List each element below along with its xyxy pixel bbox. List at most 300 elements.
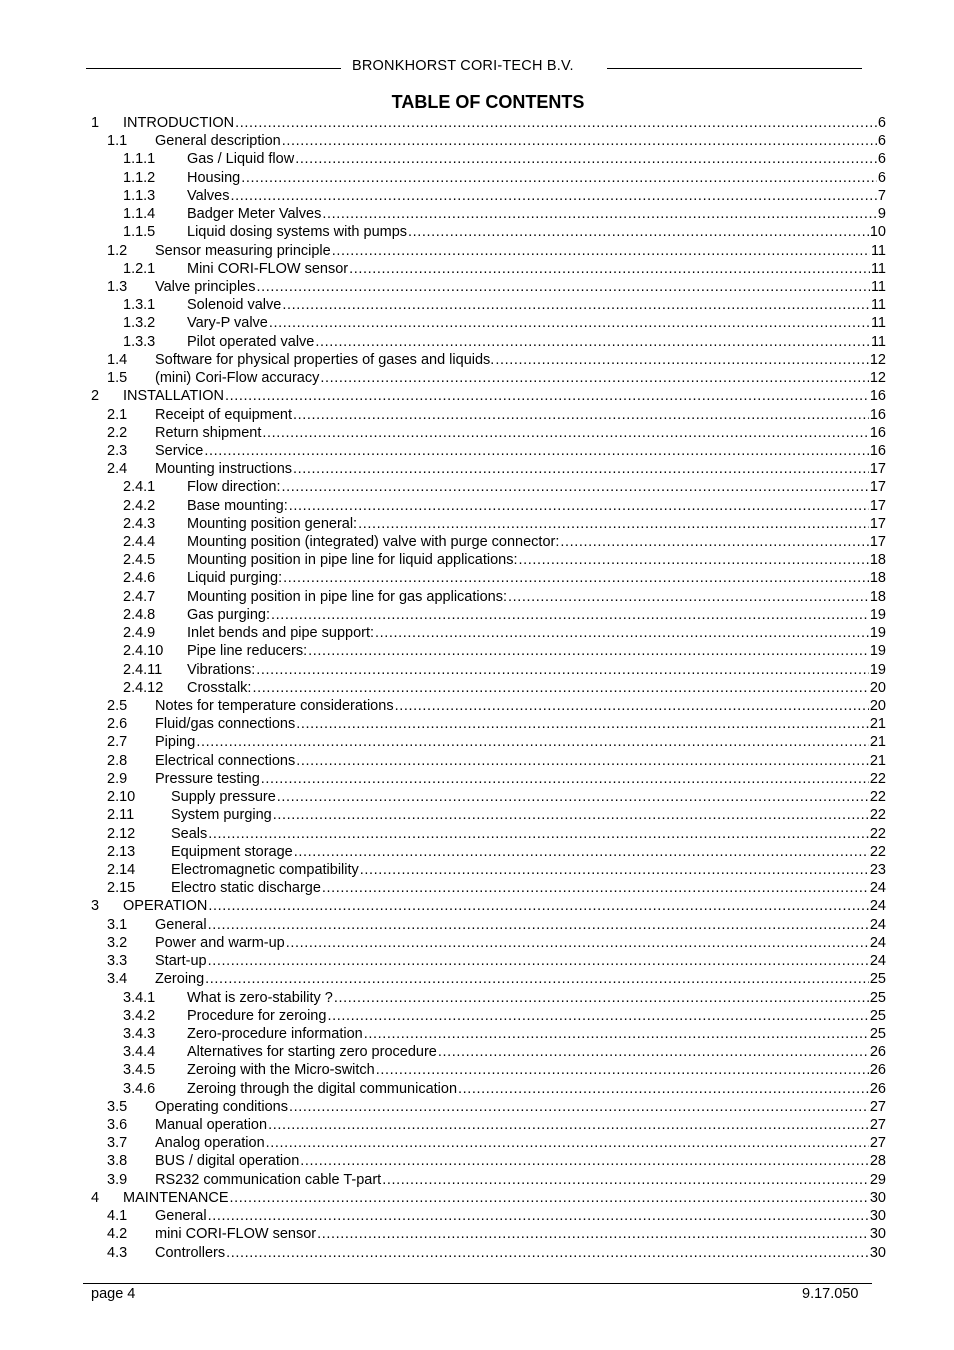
toc-entry-leader	[187, 478, 886, 496]
toc-entry-page: 16	[869, 442, 886, 459]
toc-entry-page: 12	[869, 370, 886, 387]
toc-entry-page: 28	[869, 1153, 886, 1170]
toc-entry-page: 9	[877, 206, 886, 223]
toc-entry-title: Piping	[155, 734, 196, 751]
toc-entry-number: 3.4.6	[123, 1080, 156, 1097]
toc-entry-title: Mounting position in pipe line for liquid applications:	[187, 552, 518, 569]
toc-entry-number: 3.4.4	[123, 1044, 156, 1061]
toc-entry-number: 2.4	[107, 461, 128, 478]
toc-entry-number: 1.3.1	[123, 297, 156, 314]
toc-entry-leader	[187, 569, 886, 587]
toc-entry-page: 6	[877, 133, 886, 150]
dot-leader	[518, 551, 868, 569]
toc-entry-title: INSTALLATION	[123, 388, 224, 405]
toc-entry-leader	[171, 825, 886, 843]
toc-entry-leader	[155, 406, 886, 424]
dot-leader	[241, 169, 877, 187]
toc-entry-page: 19	[869, 661, 886, 678]
toc-entry-number: 1.1.5	[123, 224, 156, 241]
toc-entry-title: (mini) Cori-Flow accuracy	[155, 370, 320, 387]
dot-leader	[320, 369, 869, 387]
toc-entry-title: Fluid/gas connections	[155, 716, 296, 733]
dot-leader	[322, 205, 877, 223]
toc-entry[interactable]	[91, 150, 886, 168]
toc-entry-title: Zeroing with the Micro-switch	[187, 1062, 375, 1079]
toc-entry-number: 2.10	[107, 789, 136, 806]
toc-entry[interactable]	[91, 588, 886, 606]
toc-entry-title: Liquid purging:	[187, 570, 283, 587]
toc-entry[interactable]	[91, 223, 886, 241]
toc-entry-leader	[187, 223, 886, 241]
toc-entry-leader	[187, 169, 886, 187]
toc-entry[interactable]	[91, 478, 886, 496]
toc-entry-number: 3	[91, 898, 100, 915]
dot-leader	[281, 478, 868, 496]
toc-entry-page: 18	[869, 552, 886, 569]
toc-entry-leader	[187, 661, 886, 679]
toc-entry-page: 22	[869, 807, 886, 824]
toc-entry[interactable]	[91, 752, 886, 770]
toc-entry-number: 2.4.4	[123, 534, 156, 551]
dot-leader	[293, 406, 869, 424]
toc-entry-title: General description	[155, 133, 281, 150]
toc-entry-number: 1.1.4	[123, 206, 156, 223]
toc-entry[interactable]	[91, 533, 886, 551]
toc-entry-title: Controllers	[155, 1244, 226, 1261]
toc-entry-title: Electrical connections	[155, 752, 296, 769]
toc-entry-number: 2.4.10	[123, 643, 164, 660]
toc-entry[interactable]	[91, 333, 886, 351]
toc-entry[interactable]	[91, 916, 886, 934]
toc-entry[interactable]	[91, 661, 886, 679]
toc-entry-leader	[187, 1080, 886, 1098]
toc-entry[interactable]	[91, 296, 886, 314]
dot-leader	[317, 1225, 869, 1243]
toc-entry-leader	[187, 1043, 886, 1061]
toc-entry-title: Solenoid valve	[187, 297, 282, 314]
dot-leader	[252, 679, 868, 697]
toc-entry[interactable]	[91, 114, 886, 132]
dot-leader	[262, 424, 868, 442]
dot-leader	[295, 150, 877, 168]
toc-entry-leader	[187, 187, 886, 205]
toc-entry-leader	[155, 442, 886, 460]
toc-entry-page: 24	[869, 934, 886, 951]
toc-entry[interactable]	[91, 187, 886, 205]
toc-entry-leader	[155, 460, 886, 478]
toc-entry-title: Vibrations:	[187, 661, 256, 678]
toc-entry-number: 3.8	[107, 1153, 128, 1170]
toc-entry-title: Equipment storage	[171, 843, 293, 860]
toc-entry-number: 2.15	[107, 880, 136, 897]
toc-entry-title: Zeroing	[155, 971, 205, 988]
toc-entry[interactable]	[91, 515, 886, 533]
toc-entry[interactable]	[91, 1025, 886, 1043]
toc-entry-title: General	[155, 1208, 207, 1225]
toc-entry-number: 3.4.1	[123, 989, 156, 1006]
toc-entry[interactable]	[91, 897, 886, 915]
dot-leader	[271, 606, 869, 624]
toc-entry-page: 11	[870, 333, 886, 350]
toc-entry-title: Analog operation	[155, 1135, 265, 1152]
toc-entry[interactable]	[91, 1098, 886, 1116]
toc-entry-number: 4.2	[107, 1226, 128, 1243]
toc-entry-leader	[155, 424, 886, 442]
toc-entry-leader	[187, 1061, 886, 1079]
toc-entry-title: Mini CORI-FLOW sensor	[187, 260, 349, 277]
toc-entry-title: Mounting position general:	[187, 515, 358, 532]
toc-entry[interactable]	[91, 624, 886, 642]
toc-entry-leader	[155, 1116, 886, 1134]
toc-entry[interactable]	[91, 1061, 886, 1079]
toc-entry[interactable]	[91, 369, 886, 387]
dot-leader	[273, 806, 869, 824]
toc-entry[interactable]	[91, 770, 886, 788]
toc-entry-title: Mounting position (integrated) valve with purge connector:	[187, 534, 560, 551]
toc-entry[interactable]	[91, 169, 886, 187]
toc-entry[interactable]	[91, 952, 886, 970]
toc-entry-page: 19	[869, 625, 886, 642]
toc-entry-leader	[155, 916, 886, 934]
dot-leader	[438, 1043, 869, 1061]
toc-entry-leader	[187, 533, 886, 551]
toc-entry-leader	[187, 588, 886, 606]
toc-entry-leader	[187, 624, 886, 642]
toc-entry[interactable]	[91, 442, 886, 460]
toc-entry-leader	[155, 934, 886, 952]
toc-entry[interactable]	[91, 806, 886, 824]
dot-leader	[196, 733, 869, 751]
dot-leader	[315, 333, 870, 351]
toc-entry-page: 20	[869, 698, 886, 714]
toc-entry[interactable]	[91, 879, 886, 897]
toc-entry[interactable]	[91, 697, 886, 715]
toc-entry-leader	[155, 752, 886, 770]
toc-entry-leader	[171, 806, 886, 824]
toc-entry-leader	[187, 515, 886, 533]
toc-entry[interactable]	[91, 551, 886, 569]
toc-entry[interactable]	[91, 460, 886, 478]
toc-entry-leader	[123, 897, 886, 915]
toc-entry[interactable]	[91, 314, 886, 332]
toc-entry-title: OPERATION	[123, 898, 208, 915]
toc-entry-leader	[155, 351, 886, 369]
toc-entry-title: Receipt of equipment	[155, 406, 293, 423]
toc-entry-number: 3.4.5	[123, 1062, 156, 1079]
toc-entry[interactable]	[91, 387, 886, 405]
toc-entry-number: 4.1	[107, 1208, 128, 1225]
header-rule-left	[86, 68, 341, 69]
toc-entry-page: 21	[869, 752, 886, 769]
dot-leader	[294, 843, 869, 861]
toc-entry-title: Start-up	[155, 953, 207, 970]
toc-entry-number: 2.3	[107, 442, 128, 459]
toc-entry-leader	[187, 679, 886, 697]
dot-leader	[364, 1025, 869, 1043]
toc-entry[interactable]	[91, 1189, 886, 1207]
toc-entry-page: 16	[869, 406, 886, 423]
dot-leader	[376, 1061, 869, 1079]
dot-leader	[360, 861, 869, 879]
toc-entry[interactable]	[91, 569, 886, 587]
toc-entry-leader	[187, 606, 886, 624]
dot-leader	[235, 114, 877, 132]
toc-entry-number: 1.3.2	[123, 315, 156, 332]
toc-entry-page: 30	[869, 1226, 886, 1243]
toc-entry-number: 3.1	[107, 916, 128, 933]
toc-entry[interactable]	[91, 715, 886, 733]
toc-entry-number: 2.5	[107, 698, 128, 714]
dot-leader	[508, 588, 869, 606]
toc-entry-page: 18	[869, 570, 886, 587]
toc-entry-leader	[123, 1189, 886, 1207]
toc-entry-leader	[171, 843, 886, 861]
dot-leader	[308, 642, 869, 660]
toc-entry-number: 4.3	[107, 1244, 128, 1261]
toc-entry-leader	[187, 333, 886, 351]
toc-entry-title: Software for physical properties of gases and liquids.	[155, 351, 495, 368]
toc-entry-number: 2.13	[107, 843, 136, 860]
toc-entry-page: 24	[869, 916, 886, 933]
toc-entry-page: 25	[869, 1025, 886, 1042]
toc-entry-page: 27	[869, 1135, 886, 1152]
toc-entry-leader	[187, 1025, 886, 1043]
toc-entry-page: 21	[869, 734, 886, 751]
toc-entry-page: 26	[869, 1062, 886, 1079]
toc-entry-page: 21	[869, 716, 886, 733]
dot-leader	[349, 260, 870, 278]
dot-leader	[208, 1207, 869, 1225]
toc-entry-number: 2.4.5	[123, 552, 156, 569]
dot-leader	[300, 1152, 869, 1170]
toc-entry-title: Base mounting:	[187, 497, 288, 514]
toc-entry-number: 3.3	[107, 953, 128, 970]
footer-page-label: page 4	[91, 1286, 136, 1302]
toc-entry-leader	[155, 278, 886, 296]
dot-leader	[296, 715, 869, 733]
toc-entry-title: INTRODUCTION	[123, 115, 235, 131]
toc-entry-title: mini CORI-FLOW sensor	[155, 1226, 317, 1243]
toc-entry[interactable]	[91, 1207, 886, 1225]
dot-leader	[289, 497, 869, 515]
toc-entry[interactable]	[91, 679, 886, 697]
toc-entry[interactable]	[91, 642, 886, 660]
toc-entry-number: 1.3	[107, 278, 128, 295]
toc-entry-leader	[187, 314, 886, 332]
dot-leader	[495, 351, 869, 369]
toc-entry-number: 3.5	[107, 1098, 128, 1115]
toc-entry-title: Notes for temperature considerations	[155, 698, 394, 714]
toc-entry-leader	[155, 132, 886, 150]
toc-entry-title: Crosstalk:	[187, 679, 252, 696]
toc-entry-page: 10	[869, 224, 886, 241]
toc-entry-title: Seals	[171, 825, 208, 842]
toc-entry-page: 22	[869, 825, 886, 842]
toc-entry-leader	[171, 861, 886, 879]
dot-leader	[332, 242, 870, 260]
toc-entry-title: Alternatives for starting zero procedure	[187, 1044, 437, 1061]
dot-leader	[327, 1007, 868, 1025]
toc-entry-number: 2.11	[107, 807, 135, 824]
toc-entry-leader	[155, 715, 886, 733]
toc-entry-page: 11	[870, 278, 886, 295]
toc-entry-title: Inlet bends and pipe support:	[187, 625, 375, 642]
toc-entry-title: Operating conditions	[155, 1098, 288, 1115]
toc-entry-number: 2.14	[107, 861, 136, 878]
toc-entry-title: Flow direction:	[187, 479, 281, 496]
toc-entry-number: 2.4.7	[123, 588, 156, 605]
toc-entry-number: 1.1.3	[123, 187, 156, 204]
toc-entry-title: Service	[155, 442, 204, 459]
toc-entry-page: 18	[869, 588, 886, 605]
toc-entry-page: 6	[877, 115, 886, 131]
toc-entry-leader	[155, 697, 886, 715]
toc-entry[interactable]	[91, 132, 886, 150]
toc-entry[interactable]	[91, 825, 886, 843]
toc-entry[interactable]	[91, 733, 886, 751]
toc-entry-number: 3.4.3	[123, 1025, 156, 1042]
toc-entry-page: 22	[869, 843, 886, 860]
toc-entry-page: 30	[869, 1208, 886, 1225]
toc-entry-title: Mounting instructions	[155, 461, 293, 478]
toc-entry-number: 3.2	[107, 934, 128, 951]
toc-entry-page: 24	[869, 880, 886, 897]
toc-entry[interactable]	[91, 843, 886, 861]
toc-entry-title: Pilot operated valve	[187, 333, 315, 350]
toc-entry-number: 1.2	[107, 242, 128, 259]
toc-entry-title: Power and warm-up	[155, 934, 285, 951]
toc-entry[interactable]	[91, 1007, 886, 1025]
dot-leader	[208, 952, 869, 970]
toc-entry-number: 2.8	[107, 752, 128, 769]
toc-entry[interactable]	[91, 934, 886, 952]
toc-entry-number: 4	[91, 1189, 100, 1206]
toc-entry-leader	[187, 642, 886, 660]
dot-leader	[261, 770, 869, 788]
toc-entry-leader	[187, 1007, 886, 1025]
toc-entry[interactable]	[91, 1134, 886, 1152]
toc-entry-number: 1	[91, 115, 100, 131]
toc-entry[interactable]	[91, 278, 886, 296]
toc-entry-number: 2.9	[107, 770, 128, 787]
toc-entry-number: 3.6	[107, 1117, 128, 1134]
toc-entry[interactable]	[91, 242, 886, 260]
dot-leader	[204, 442, 869, 460]
toc-entry[interactable]	[91, 260, 886, 278]
toc-entry[interactable]	[91, 606, 886, 624]
toc-entry[interactable]	[91, 970, 886, 988]
toc-entry-number: 1.1.2	[123, 169, 156, 186]
toc-entry[interactable]	[91, 1244, 886, 1262]
toc-entry-number: 1.2.1	[123, 260, 156, 277]
toc-entry-page: 29	[869, 1171, 886, 1188]
toc-entry-title: System purging	[171, 807, 272, 824]
dot-leader	[322, 879, 869, 897]
toc-entry-page: 24	[869, 953, 886, 970]
toc-entry-number: 3.7	[107, 1135, 128, 1152]
dot-leader	[226, 1244, 869, 1262]
toc-entry[interactable]	[91, 351, 886, 369]
toc-entry-page: 27	[869, 1098, 886, 1115]
toc-entry-number: 3.4.2	[123, 1007, 156, 1024]
dot-leader	[282, 132, 877, 150]
toc-entry-leader	[155, 1171, 886, 1189]
toc-entry[interactable]	[91, 861, 886, 879]
toc-entry-title: Gas purging:	[187, 606, 271, 623]
toc-entry-leader	[187, 497, 886, 515]
dot-leader	[283, 569, 869, 587]
toc-entry[interactable]	[91, 1080, 886, 1098]
dot-leader	[230, 1189, 869, 1207]
toc-entry-leader	[187, 205, 886, 223]
toc-entry-number: 2.4.11	[123, 661, 163, 678]
dot-leader	[358, 515, 869, 533]
toc-entry-leader	[155, 733, 886, 751]
toc-entry-title: Manual operation	[155, 1117, 268, 1134]
toc-entry-page: 17	[869, 479, 886, 496]
toc-entry-title: Valve principles	[155, 278, 256, 295]
toc-entry[interactable]	[91, 1116, 886, 1134]
toc-entry-page: 6	[877, 169, 886, 186]
toc-entry-title: Electro static discharge	[171, 880, 321, 897]
toc-entry-page: 11	[870, 297, 886, 314]
toc-entry[interactable]	[91, 497, 886, 515]
toc-entry-title: Gas / Liquid flow	[187, 151, 295, 168]
toc-entry-title: Badger Meter Valves	[187, 206, 322, 223]
page-title: TABLE OF CONTENTS	[391, 92, 585, 112]
toc-entry[interactable]	[91, 1171, 886, 1189]
toc-entry-number: 1.5	[107, 370, 128, 387]
toc-entry-leader	[155, 1207, 886, 1225]
toc-entry-title: General	[155, 916, 207, 933]
toc-entry-number: 1.1	[107, 133, 128, 150]
toc-entry-number: 2.4.9	[123, 625, 156, 642]
toc-entry[interactable]	[91, 788, 886, 806]
toc-entry-number: 2.4.1	[123, 479, 156, 496]
dot-leader	[208, 897, 869, 915]
toc-entry-page: 11	[870, 315, 886, 332]
toc-entry-title: Return shipment	[155, 424, 262, 441]
dot-leader	[395, 697, 869, 715]
dot-leader	[296, 752, 869, 770]
toc-entry-number: 2	[91, 388, 100, 405]
dot-leader	[286, 934, 869, 952]
dot-leader	[408, 223, 869, 241]
toc-entry-page: 25	[869, 1007, 886, 1024]
toc-entry-leader	[155, 1134, 886, 1152]
toc-entry[interactable]	[91, 989, 886, 1007]
toc-entry-title: Mounting position in pipe line for gas applications:	[187, 588, 508, 605]
toc-entry-page: 25	[869, 971, 886, 988]
dot-leader	[293, 460, 869, 478]
toc-entry[interactable]	[91, 1152, 886, 1170]
toc-entry-page: 25	[869, 989, 886, 1006]
toc-entry[interactable]	[91, 406, 886, 424]
toc-entry-number: 1.3.3	[123, 333, 156, 350]
toc-entry[interactable]	[91, 1043, 886, 1061]
toc-entry-leader	[187, 989, 886, 1007]
toc-entry-title: What is zero-stability ?	[187, 989, 333, 1006]
toc-entry-page: 30	[869, 1189, 886, 1206]
toc-entry-page: 30	[869, 1244, 886, 1261]
toc-entry-page: 26	[869, 1080, 886, 1097]
toc-entry[interactable]	[91, 424, 886, 442]
toc-entry[interactable]	[91, 1225, 886, 1243]
toc-entry-page: 11	[870, 242, 886, 259]
toc-entry[interactable]	[91, 205, 886, 223]
toc-entry-title: Valves	[187, 187, 230, 204]
dot-leader	[277, 788, 869, 806]
